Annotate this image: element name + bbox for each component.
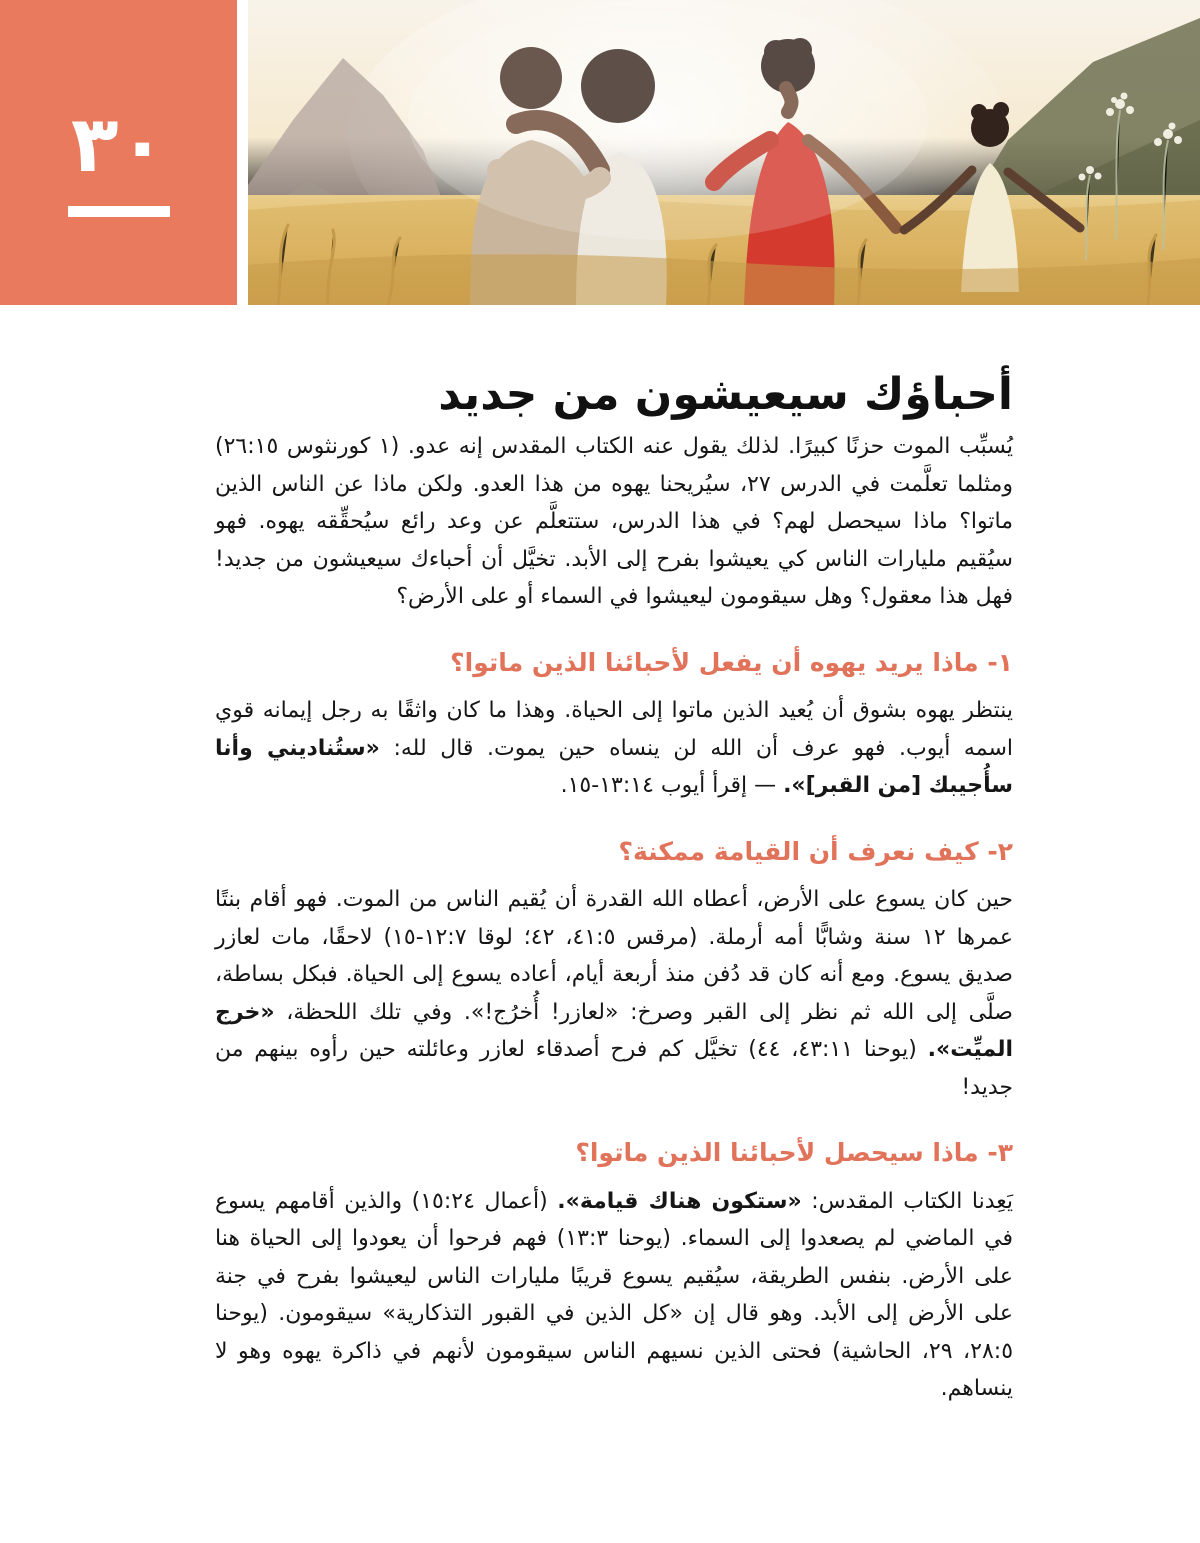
intro-paragraph: يُسبِّب الموت حزنًا كبيرًا. لذلك يقول عنه الكتاب المقدس إنه عدو. (١ كورنثوس ١٥:‏٢٦) ومثلما تعلَّمت في الدرس ٢٧، سيُريحنا يهوه من هذا العدو. ولكن ماذا عن الناس الذين ماتوا؟ ماذا سيحصل لهم؟ في هذا الدرس، ستتعلَّم عن وعد رائع سيُحقِّقه يهوه. فهو سيُقيم مليارات الناس كي يعيشوا بفرح إلى الأبد. تخيَّل أن أحباءك سيعيشون من جديد! فهل هذا معقول؟ وهل سيقومون ليعيشوا في السماء أو على الأرض؟ [215,434,1013,609]
header-photo [248,0,1200,305]
section-heading-1: ١- ماذا يريد يهوه أن يفعل لأحبائنا الذين ماتوا؟ [450,647,1013,677]
section-paragraph-2: حين كان يسوع على الأرض، أعطاه الله القدرة أن يُقيم الناس من الموت. فهو أقام بنتًا عمرها ١٢ سنة وشابًّا أمه أرملة. (مرقس ٥:‏٤١، ٤٢؛ لوقا ٧:‏١٢-‏١٥) لاحقًا، مات لعازر صديق يسوع. ومع أنه كان قد دُفن منذ أربعة أيام، أعاده يسوع إلى الحياة. فبكل بساطة، صلَّى إلى الله ثم نظر إلى القبر وصرخ: «لعازر! أُخرُج!». وفي تلك اللحظة، «خرج الميِّت». (يوحنا ١١:‏٤٣، ٤٤) تخيَّل كم فرح أصدقاء لعازر وعائلته حين رأوه بينهم من جديد! [215,887,1014,1100]
section-heading-3: ٣- ماذا سيحصل لأحبائنا الذين ماتوا؟ [575,1138,1013,1167]
section-paragraph-3: يَعِدنا الكتاب المقدس: «ستكون هناك قيامة». (أعمال ٢٤:‏١٥) والذين أقامهم يسوع في الماضي لم يصعدوا إلى السماء. (يوحنا ٣:‏١٣) فهم فرحوا أن يعودوا إلى الحياة هنا على الأرض. بنفس الطريقة، سيُقيم يسوع قريبًا مليارات الناس ليعيشوا بفرح في جنة على الأرض إلى الأبد. وهو قال إن «كل الذين في القبور التذكارية» سيقومون. (يوحنا ٥:‏٢٨، ٢٩، الحاشية) فحتى الذين نسيهم الناس سيقومون لأنهم في ذاكرة يهوه وهو لا ينساهم. [215,1188,1014,1401]
lesson-number-badge [0,0,237,305]
lesson-body [215,428,1013,1408]
section-paragraph-1: ينتظر يهوه بشوق أن يُعيد الذين ماتوا إلى الحياة. وهذا ما كان واثقًا به رجل إيمانه قوي اسمه أيوب. فهو عرف أن الله لن ينساه حين يموت. قال لله: «ستُناديني وأنا سأُجيبك [من القبر]». — إقرأ أيوب ١٤:‏١٣-‏١٥. [215,698,1013,798]
page-title: أحباؤك سيعيشون من جديد [438,369,1013,421]
section-heading-2: ٢- كيف نعرف أن القيامة ممكنة؟ [618,836,1013,866]
lesson-number-underline [68,206,170,217]
lesson-number: ٣٠ [70,100,167,190]
family-field-illustration [248,0,1200,305]
